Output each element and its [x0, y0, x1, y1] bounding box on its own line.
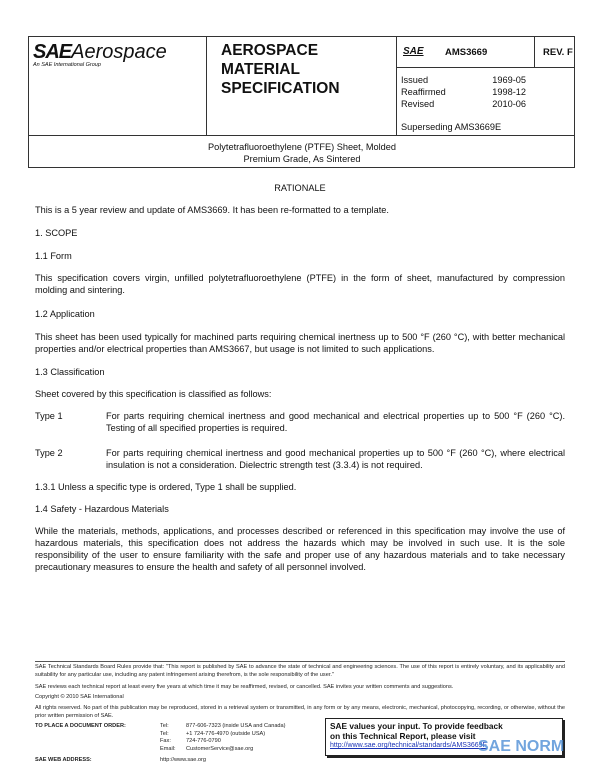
- footer-review: SAE reviews each technical report at least every five years at which time it may be reaffirmed, revised, or cancelled. SAE invites your written comments and suggestions.: [35, 684, 454, 690]
- order-label: TO PLACE A DOCUMENT ORDER:: [35, 723, 126, 729]
- sae-mark: SAE: [403, 46, 424, 57]
- type1-text: For parts requiring chemical inertness and good mechanical and electrical properties up to 500 °F (260 °C). Testing of all specified properties is required.: [106, 411, 565, 433]
- type2-label: Type 2: [35, 448, 63, 458]
- section-form: 1.1 Form: [35, 251, 72, 261]
- document-type: AEROSPACE MATERIAL SPECIFICATION: [221, 42, 340, 97]
- feedback-box: SAE values your input. To provide feedback on this Technical Report, please visit http://www.sae.org/technical/standards/AMS3669F: [325, 718, 563, 756]
- application-paragraph: This sheet has been used typically for machined parts requiring chemical inertness up to 500 °F (260 °C), with better mechanical properties and/or electrical properties than AMS3667, but usage is not limited to such applications.: [35, 332, 565, 354]
- safety-paragraph: While the materials, methods, applications, and processes described or referenced in this specification may involve the use of hazardous materials, this specification does not address the hazards which may be involved in such use. It is the sole responsibility of the user to ensure familiarity with the safe and proper use of any hazardous materials and to take necessary precautionary measures to ensure the health and safety of all personnel involved.: [35, 526, 565, 572]
- watermark-logo: SAE NORM: [478, 738, 565, 755]
- form-paragraph: This specification covers virgin, unfilled polytetrafluoroethylene (PTFE) in the form of sheet, manufactured by compression molding and sintering.: [35, 273, 565, 295]
- contacts: Tel: 877-606-7323 (inside USA and Canada) Tel: +1 724-776-4970 (outside USA) Fax: 724-776-0790 Email: CustomerService@sae.org: [160, 723, 286, 752]
- footer-rights: All rights reserved. No part of this publication may be reproduced, stored in a retrieval system or transmitted, in any form or by any means, electronic, mechanical, photocopying, recording, or otherwise, without the prior written permission of SAE.: [35, 705, 565, 719]
- type2-text: For parts requiring chemical inertness and good mechanical properties up to 500 °F (260 °C), where electrical insulation is not a consideration. Dielectric strength test (3.3.4) is not required.: [106, 448, 565, 470]
- type1-label: Type 1: [35, 411, 63, 421]
- section-application: 1.2 Application: [35, 309, 95, 319]
- web-label: SAE WEB ADDRESS:: [35, 757, 92, 763]
- footer-rules: SAE Technical Standards Board Rules provide that: "This report is published by SAE to advance the state of technical and engineering sciences. The use of this report is entirely voluntary, and its applicability and suitability for any particular use, including any patent infringement arising therefrom, is the sole responsibility of the user.": [35, 664, 565, 678]
- classification-paragraph: Sheet covered by this specification is classified as follows:: [35, 389, 272, 399]
- sae-aerospace-logo: SAEAerospace An SAE International Group: [33, 41, 167, 68]
- email-link[interactable]: CustomerService@sae.org: [186, 745, 254, 752]
- section-safety: 1.4 Safety - Hazardous Materials: [35, 504, 169, 514]
- rationale-text: This is a 5 year review and update of AMS3669. It has been re-formatted to a template.: [35, 205, 389, 215]
- rationale-heading: RATIONALE: [274, 183, 326, 193]
- header-box: [28, 36, 575, 168]
- document-number: AMS3669: [445, 47, 488, 58]
- feedback-link[interactable]: http://www.sae.org/technical/standards/AMS3669F: [330, 742, 487, 749]
- section-1-3-1: 1.3.1 Unless a specific type is ordered, Type 1 shall be supplied.: [35, 482, 297, 492]
- dates-table: Issued 1969-05 Reaffirmed 1998-12 Revised 2010-06: [401, 75, 526, 109]
- section-classification: 1.3 Classification: [35, 367, 105, 377]
- section-scope: 1. SCOPE: [35, 228, 78, 238]
- revision: REV. F: [543, 47, 573, 58]
- web-link[interactable]: http://www.sae.org: [160, 757, 207, 763]
- superseding: Superseding AMS3669E: [401, 122, 502, 132]
- footer-copyright: Copyright © 2010 SAE International: [35, 694, 124, 700]
- document-title: Polytetrafluoroethylene (PTFE) Sheet, Molded Premium Grade, As Sintered: [208, 142, 396, 164]
